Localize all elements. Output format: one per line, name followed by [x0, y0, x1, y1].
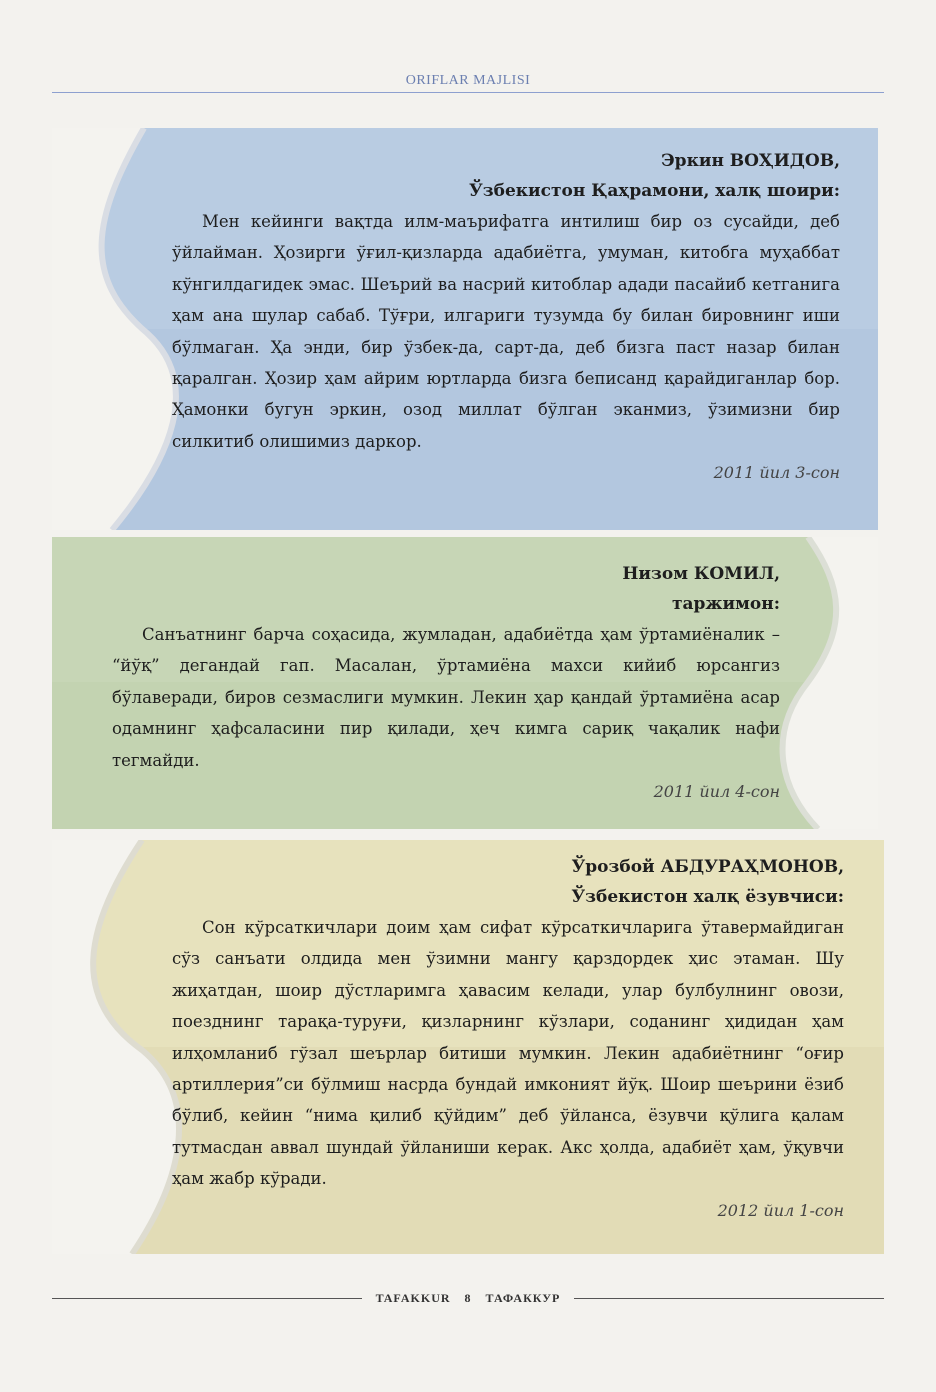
issue-reference: 2011 йил 3-сон — [713, 463, 840, 483]
author-role: Ўзбекистон Қаҳрамони, халқ шоири: — [468, 181, 840, 201]
author-name: Ўрозбой АБДУРАҲМОНОВ, — [571, 857, 844, 877]
quote-body — [172, 146, 840, 487]
issue-reference: 2012 йил 1-сон — [717, 1200, 844, 1220]
quote-body — [112, 559, 780, 806]
page-curl-decoration — [768, 537, 878, 829]
quote-body — [172, 852, 844, 1225]
footer-rule-right — [574, 1298, 884, 1299]
author-role: Ўзбекистон халқ ёзувчиси: — [571, 887, 844, 907]
quote-panel-2 — [52, 537, 878, 829]
page-number: 8 — [464, 1290, 472, 1305]
quote-panel-3 — [52, 840, 884, 1254]
author-name: Эркин ВОҲИДОВ, — [661, 151, 840, 171]
header-rule — [52, 92, 884, 93]
author-name: Низом КОМИЛ, — [622, 564, 780, 584]
quote-text: Санъатнинг барча соҳасида, жумладан, адабиётда ҳам ўртамиёналик – “йўқ” дегандай гап. Масалан, ўртамиёна махси кийиб юрсангиз бўлаверади, биров сезмаслиги мумкин. Лекин ҳар қандай ўртамиёна асар одамнинг ҳафсаласини пир қилади, ҳеч кимга сариқ чақалик нафи тегмайди. — [112, 625, 780, 770]
page-footer — [52, 1288, 884, 1308]
issue-reference: 2011 йил 4-сон — [653, 782, 780, 802]
quote-text: Сон кўрсаткичлари доим ҳам сифат кўрсаткичларига ўтавермайдиган сўз санъати олдида мен ўзимни мангу қарздордек ҳис этаман. Шу жиҳатдан, шоир дўстларимга ҳавасим келади, улар булбулнинг овози, поезднинг тарақа-туруғи, қизларнинг кўзлари, соданинг ҳидидан ҳам илҳомланиб гўзал шеърлар битиши мумкин. Лекин адабиётнинг “оғир артиллерия”си бўлмиш насрда бундай имконият йўқ. Шоир шеърини ёзиб бўлиб, кейин “нима қилиб қўйдим” деб ўйланса, ёзувчи қўлига қалам тутмасдан аввал шундай ўйланиши керак. Акс ҳолда, адабиёт ҳам, ўқувчи ҳам жабр кўради. — [172, 918, 844, 1189]
footer-magazine-cyrillic: ТАФАККУР — [485, 1290, 561, 1305]
footer-rule-left — [52, 1298, 362, 1299]
quote-panel-1 — [52, 128, 878, 530]
page-header-title: ORIFLAR MAJLISI — [405, 73, 531, 88]
quote-text: Мен кейинги вақтда илм-маърифатга интилиш бир оз сусайди, деб ўйлайман. Ҳозирги ўғил-қизларда адабиётга, умуман, китобга муҳаббат кўнгилдагидек эмас. Шеърий ва насрий китоблар адади пасайиб кетганига ҳам ана шулар сабаб. Тўғри, илгариги тузумда бу билан бировнинг иши бўлмаган. Ҳа энди, бир ўзбек-да, сарт-да, деб бизга паст назар билан қаралган. Ҳозир ҳам айрим юртларда бизга беписанд қарайдиганлар бор. Ҳамонки бугун эркин, озод миллат бўлган эканмиз, ўзимизни бир силкитиб олишимиз даркор. — [172, 212, 840, 451]
footer-magazine-latin: TAFAKKUR — [375, 1290, 451, 1305]
author-role: таржимон: — [671, 594, 780, 614]
